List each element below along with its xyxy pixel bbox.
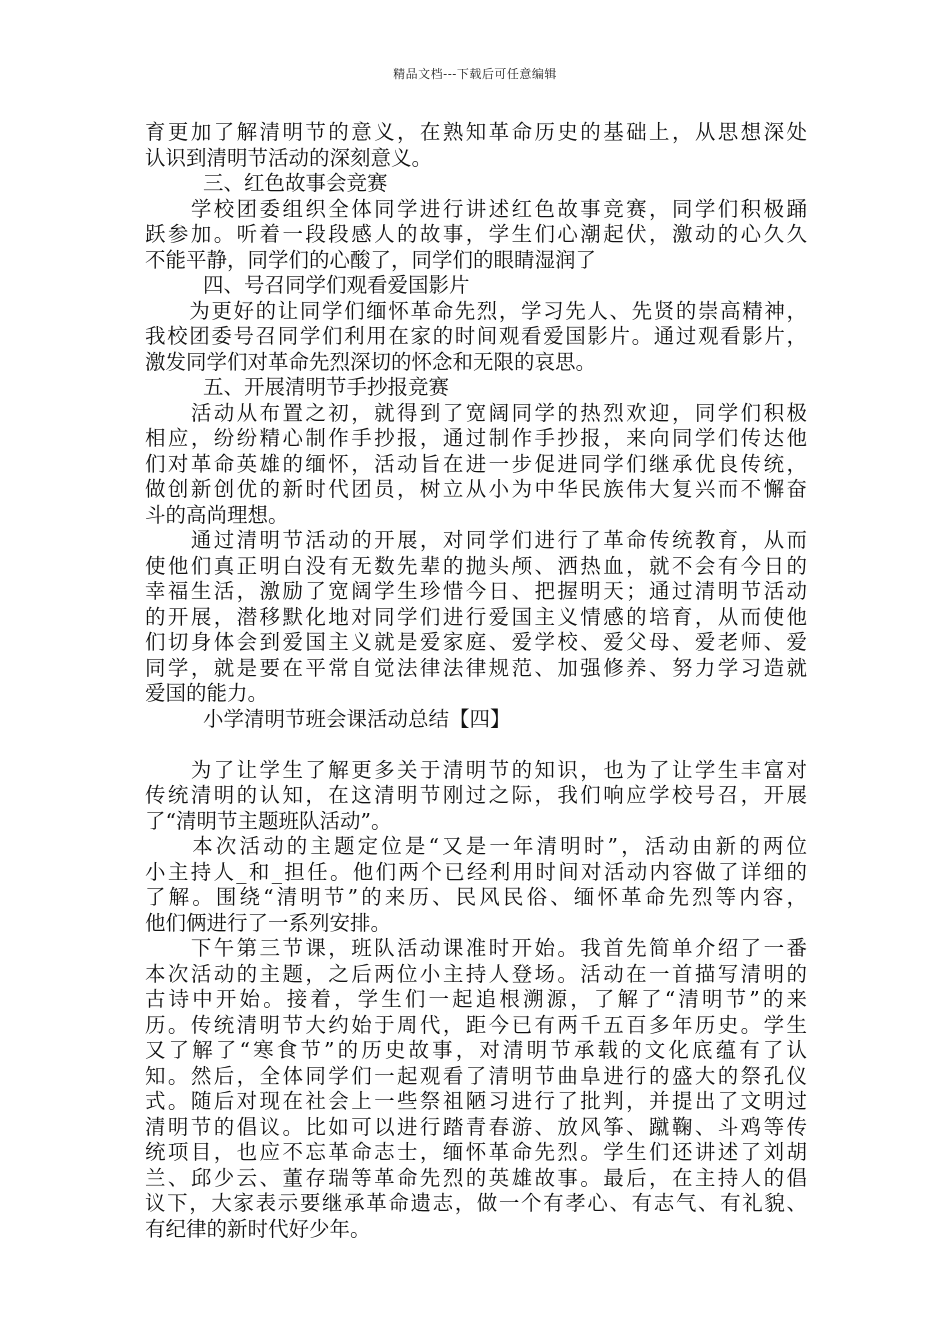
text-line: 有纪律的新时代好少年。 <box>145 1216 371 1241</box>
text-line: 活动从布置之初，就得到了宽阔同学的热烈欢迎，同学们积极 <box>145 400 807 425</box>
text-line: 本次活动的主题定位是“又是一年清明时”，活动由新的两位 <box>145 834 807 858</box>
text-line: 清明节的倡议。比如可以进行踏青春游、放风筝、蹴鞠、斗鸡等传 <box>145 1114 807 1139</box>
text-line: 们切身体会到爱国主义就是爱家庭、爱学校、爱父母、爱老师、爱 <box>145 630 807 654</box>
paragraph-summary <box>145 528 807 707</box>
text-line: 学校团委组织全体同学进行讲述红色故事竞赛，同学们积极踊 <box>145 196 807 221</box>
section-heading-5: 五、开展清明节手抄报竞赛 <box>203 375 449 399</box>
paragraph-story-contest <box>145 197 807 274</box>
text-line: 了“清明节主题班队活动”。 <box>145 808 392 833</box>
text-line: 做创新创优的新时代团员，树立从小为中华民族伟大复兴而不懈奋 <box>145 477 807 501</box>
text-line: 小主持人_和_担任。他们两个已经利用时间对活动内容做了详细的 <box>145 859 807 884</box>
text-line: 兰、邱少云、董存瑞等革命先烈的英雄故事。最后，在主持人的倡 <box>145 1165 807 1190</box>
page-header: 精品文档---下载后可任意编辑 <box>393 67 557 81</box>
text-line: 他们俩进行了一系列安排。 <box>145 910 391 935</box>
text-line: 相应，纷纷精心制作手抄报，通过制作手抄报，来向同学们传达他 <box>145 426 807 450</box>
section-heading-4: 四、号召同学们观看爱国影片 <box>203 273 470 297</box>
text-line: 统项目，也应不忘革命志士，缅怀革命先烈。学生们还讲述了刘胡 <box>145 1140 807 1164</box>
text-line: 不能平静，同学们的心酸了，同学们的眼睛湿润了 <box>145 247 596 272</box>
text-line: 爱国的能力。 <box>145 681 268 705</box>
paragraph-activity-theme <box>145 834 807 936</box>
text-line: 议下，大家表示要继承革命遗志，做一个有孝心、有志气、有礼貌、 <box>145 1191 807 1215</box>
paragraph-activity-intro <box>145 758 807 835</box>
text-line: 认识到清明节活动的深刻意义。 <box>145 145 432 170</box>
text-line: 又了解了“寒食节”的历史故事，对清明节承载的文化底蕴有了认 <box>145 1038 807 1062</box>
text-line: 们对革命英雄的缅怀，活动旨在进一步促进同学们继承优良传统， <box>145 451 807 476</box>
text-line: 跃参加。听着一段段感人的故事，学生们心潮起伏，激动的心久久 <box>145 222 807 246</box>
document-section-title: 小学清明节班会课活动总结【四】 <box>203 706 511 731</box>
paragraph-patriotic-films <box>145 299 807 376</box>
text-line: 同学，就是要在平常自觉法律法律规范、加强修养、努力学习造就 <box>145 655 807 680</box>
text-line: 激发同学们对革命先烈深切的怀念和无限的哀思。 <box>145 349 596 374</box>
text-line: 斗的高尚理想。 <box>145 502 289 527</box>
text-line: 育更加了解清明节的意义，在熟知革命历史的基础上，从思想深处 <box>145 120 807 144</box>
text-line: 传统清明的认知，在这清明节刚过之际，我们响应学校号召，开展 <box>145 783 807 807</box>
paragraph-activity-process <box>145 936 807 1242</box>
section-heading-3: 三、红色故事会竞赛 <box>203 171 388 195</box>
document-body <box>145 120 807 1242</box>
text-line: 通过清明节活动的开展，对同学们进行了革命传统教育，从而 <box>145 528 807 552</box>
text-line: 使他们真正明白没有无数先辈的抛头颅、洒热血，就不会有今日的 <box>145 553 807 578</box>
text-line: 下午第三节课，班队活动课准时开始。我首先简单介绍了一番 <box>145 936 807 960</box>
text-line: 为更好的让同学们缅怀革命先烈，学习先人、先贤的崇高精神， <box>145 298 807 323</box>
text-line: 知。然后，全体同学们一起观看了清明节曲阜进行的盛大的祭孔仪 <box>145 1063 807 1088</box>
text-line: 了解。围绕“清明节”的来历、民风民俗、缅怀革命先烈等内容， <box>145 885 807 909</box>
text-line: 为了让学生了解更多关于清明节的知识，也为了让学生丰富对 <box>145 757 807 782</box>
text-line: 的开展，潜移默化地对同学们进行爱国主义情感的培育，从而使他 <box>145 604 807 629</box>
text-line: 幸福生活，激励了宽阔学生珍惜今日、把握明天；通过清明节活动 <box>145 579 807 603</box>
paragraph-handwritten-newspaper <box>145 401 807 529</box>
text-line: 式。随后对现在社会上一些祭祖陋习进行了批判，并提出了文明过 <box>145 1089 807 1113</box>
text-line: 我校团委号召同学们利用在家的时间观看爱国影片。通过观看影片， <box>145 324 807 348</box>
text-line: 古诗中开始。接着，学生们一起追根溯源，了解了“清明节”的来 <box>145 987 807 1011</box>
text-line: 本次活动的主题，之后两位小主持人登场。活动在一首描写清明的 <box>145 961 807 986</box>
text-line: 历。传统清明节大约始于周代，距今已有两千五百多年历史。学生 <box>145 1012 807 1037</box>
blank-line <box>145 732 807 758</box>
paragraph-intro-continued <box>145 120 807 171</box>
